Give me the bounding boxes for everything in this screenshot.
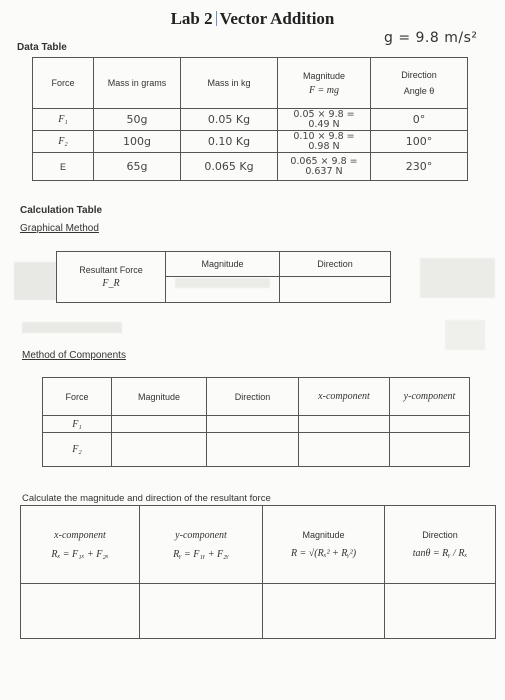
col-magnitude [278,58,371,109]
resultant-force-header [57,252,166,303]
resultant-table [20,505,496,639]
magnitude-result: 0.637 N [305,165,343,177]
direction-cell[interactable] [207,433,299,467]
magnitude-cell[interactable] [166,277,280,303]
direction-cell: 100° [371,131,468,153]
force-cell: F₂ [33,131,94,153]
mass-kg-cell: 0.065 Kg [181,153,278,181]
graphical-table [56,251,391,303]
col-direction [385,506,496,584]
shadow [420,258,495,298]
x-component-cell[interactable] [21,584,140,639]
magnitude-calc: 0.05 × 9.8 = [293,108,355,120]
resultant-label: Resultant Force [79,265,143,275]
col-x-component: x-component [299,378,390,416]
col-force: Force [43,378,112,416]
magnitude-result: 0.49 N [308,118,340,130]
col-mass-kg: Mass in kg [181,58,278,109]
magnitude-cell [278,109,371,131]
force-cell: F₁ [43,416,112,433]
data-table [32,57,468,181]
magnitude-formula: R = √(Rₓ² + Rᵧ²) [290,548,357,559]
page-title [0,9,505,29]
table-row [33,131,468,153]
shadow [445,320,485,350]
col-direction: Direction [207,378,299,416]
magnitude-cell [278,131,371,153]
mass-grams-cell: 100g [94,131,181,153]
data-table-label: Data Table [17,42,67,53]
magnitude-cell[interactable] [263,584,385,639]
col-magnitude: Magnitude [112,378,207,416]
col-direction [371,58,468,109]
magnitude-calc: 0.10 × 9.8 = [293,130,355,142]
x-component-cell[interactable] [299,416,390,433]
x-component-header: x-component [54,529,106,541]
table-row [43,416,470,433]
y-component-header: y-component [175,529,227,541]
force-cell: E [33,153,94,181]
table-row [33,153,468,181]
magnitude-cell [278,153,371,181]
direction-formula: tanθ = Rᵧ / Rₓ [412,548,468,559]
col-direction: Direction [280,252,391,277]
shadow [14,262,56,300]
force-cell: F₁ [33,109,94,131]
mass-grams-cell: 50g [94,109,181,131]
resultant-symbol: F_R [102,278,120,289]
direction-header: Direction [401,70,437,80]
col-magnitude [263,506,385,584]
x-formula: Rₓ = F₁ₓ + F₂ₓ [51,548,109,560]
col-magnitude: Magnitude [166,252,280,277]
graphical-method-label: Graphical Method [20,223,99,234]
col-x-component [21,506,140,584]
components-table [42,377,470,467]
col-force: Force [33,58,94,109]
components-label: Method of Components [22,350,126,361]
y-formula: Rᵧ = F₁ᵧ + F₂ᵧ [173,548,229,560]
direction-cell[interactable] [280,277,391,303]
calc-table-label: Calculation Table [20,205,103,216]
gravity-note: g = 9.8 m/s² [384,30,478,46]
text-cursor [216,11,217,26]
direction-cell[interactable] [385,584,496,639]
direction-cell[interactable] [207,416,299,433]
lab-name: Vector Addition [219,9,335,28]
col-y-component: y-component [390,378,470,416]
mass-kg-cell: 0.10 Kg [181,131,278,153]
table-row [33,109,468,131]
magnitude-calc: 0.065 × 9.8 = [290,155,358,167]
lab-number: Lab 2 [170,9,213,28]
mass-kg-cell: 0.05 Kg [181,109,278,131]
magnitude-cell[interactable] [112,433,207,467]
table-row [43,433,470,467]
x-component-cell[interactable] [299,433,390,467]
direction-cell: 0° [371,109,468,131]
magnitude-header: Magnitude [302,530,345,540]
direction-header: Direction [422,530,458,540]
y-component-cell[interactable] [390,416,470,433]
magnitude-cell[interactable] [112,416,207,433]
magnitude-header: Magnitude [302,70,346,81]
col-mass-grams: Mass in grams [94,58,181,109]
table-row [21,584,496,639]
magnitude-result: 0.98 N [308,140,340,152]
magnitude-formula: F = mg [308,84,340,96]
col-y-component [140,506,263,584]
shadow [22,322,122,333]
y-component-cell[interactable] [140,584,263,639]
resultant-label: Calculate the magnitude and direction of the resultant force [22,493,271,504]
y-component-cell[interactable] [390,433,470,467]
force-cell: F₂ [43,433,112,467]
direction-cell: 230° [371,153,468,181]
mass-grams-cell: 65g [94,153,181,181]
direction-subheader: Angle θ [403,86,435,96]
